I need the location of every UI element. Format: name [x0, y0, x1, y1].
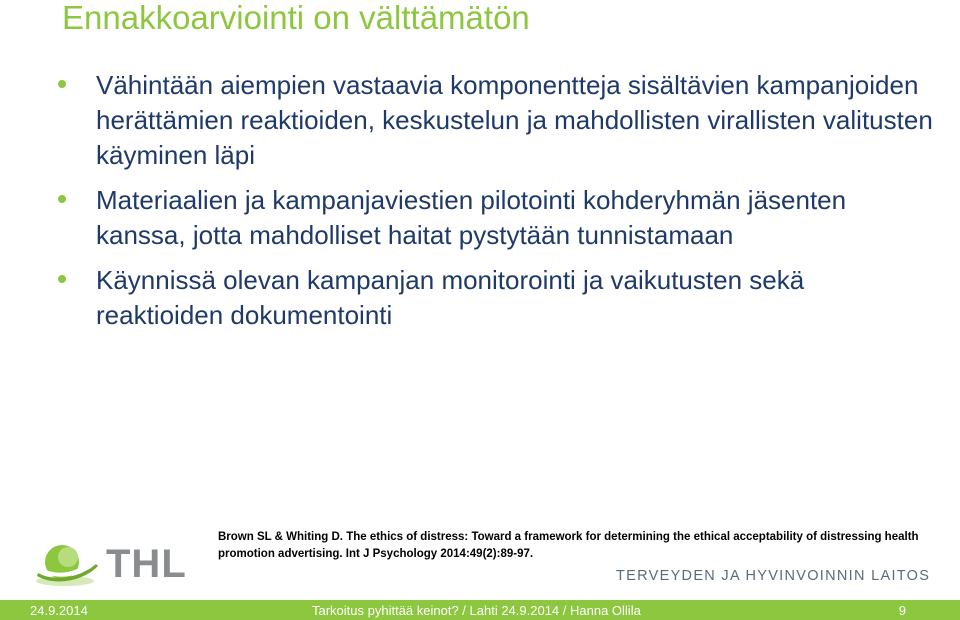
globe-icon	[32, 540, 102, 590]
bullet-item	[58, 263, 938, 333]
organization-name: TERVEYDEN JA HYVINVOINNIN LAITOS	[616, 568, 931, 584]
logo-text: THL	[106, 542, 187, 586]
bullet-item	[58, 183, 938, 253]
bullet-dot-icon	[58, 275, 66, 283]
thl-logo	[32, 540, 187, 590]
footer-date: 24.9.2014	[30, 603, 88, 618]
bullet-dot-icon	[58, 195, 66, 203]
reference-citation: Brown SL & Whiting D. The ethics of distress: Toward a framework for determining the ethical acceptability of distressing health promotion advertising. Int J Psychology 2014:49(2):89-97.	[218, 531, 919, 560]
footer-bar	[0, 600, 960, 620]
bullet-text: Vähintään aiempien vastaavia komponentteja sisältävien kampanjoiden herättämien reaktioiden, keskustelun ja mahdollisten virallisten valitusten käyminen läpi	[96, 70, 933, 170]
page-number: 9	[898, 603, 906, 618]
bullet-list	[58, 68, 938, 343]
bullet-text: Materiaalien ja kampanjaviestien pilotointi kohderyhmän jäsenten kanssa, jotta mahdolliset haitat pystytään tunnistamaan	[96, 185, 847, 250]
slide-title: Ennakkoarviointi on välttämätön	[62, 0, 530, 36]
bullet-item	[58, 68, 938, 173]
bullet-dot-icon	[58, 80, 66, 88]
footer-presentation-info: Tarkoitus pyhittää keinot? / Lahti 24.9.2014 / Hanna Ollila	[312, 603, 641, 618]
bullet-text: Käynnissä olevan kampanjan monitorointi ja vaikutusten sekä reaktioiden dokumentointi	[96, 265, 805, 330]
